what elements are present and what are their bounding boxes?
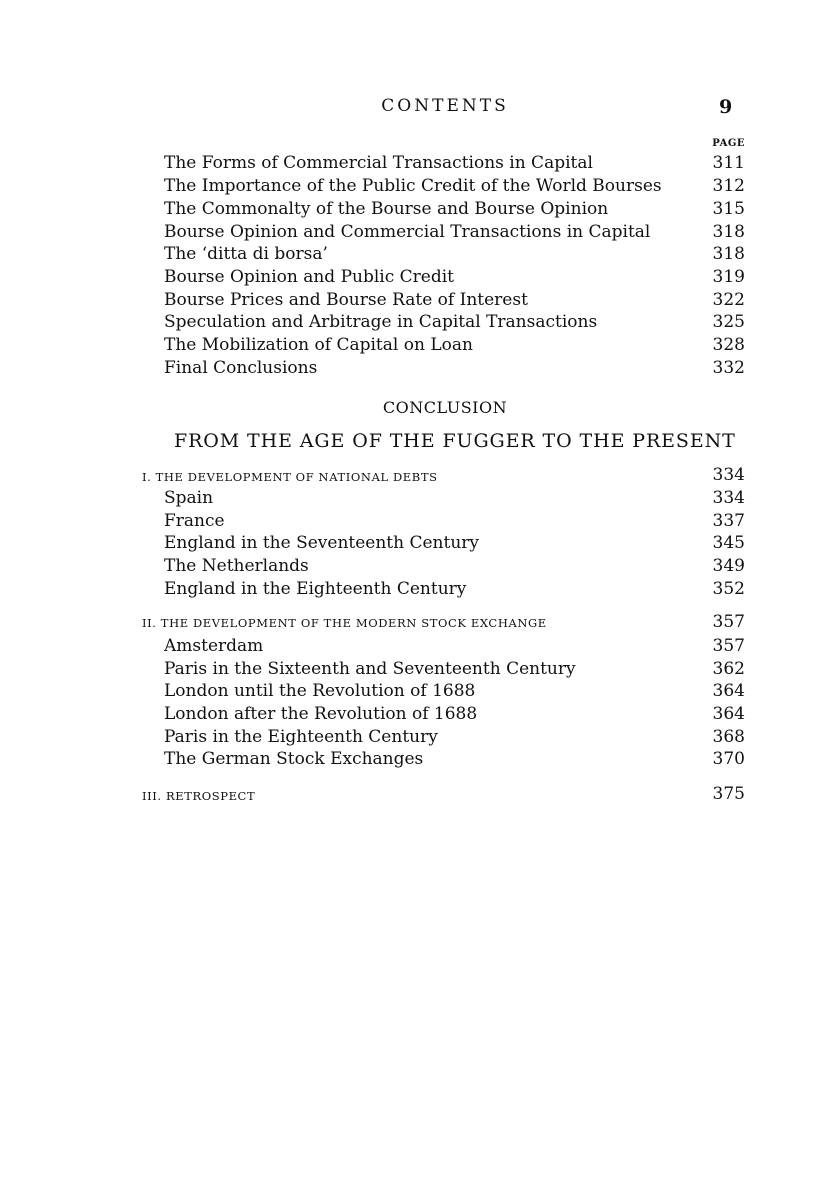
toc-entry xyxy=(0,556,840,579)
toc-entry-title: London after the Revolution of 1688 xyxy=(164,704,478,724)
toc-entry xyxy=(0,335,840,358)
toc-entry xyxy=(0,533,840,556)
running-head xyxy=(0,96,840,122)
toc-entry-page: 318 xyxy=(712,222,745,242)
toc-entry xyxy=(0,199,840,222)
toc-entry-title: Amsterdam xyxy=(164,636,264,656)
toc-entry-page: 332 xyxy=(712,358,745,378)
toc-entry xyxy=(0,681,840,704)
toc-entry-page: 312 xyxy=(712,176,745,196)
section-heading-retrospect: III. RETROSPECT xyxy=(142,789,256,803)
toc-entry-page: 322 xyxy=(712,290,745,310)
toc-entry xyxy=(0,749,840,772)
toc-entry-page: 337 xyxy=(712,511,745,531)
toc-entry xyxy=(0,659,840,682)
toc-entry-page: 334 xyxy=(712,488,745,508)
toc-entry-title: The Mobilization of Capital on Loan xyxy=(164,335,473,355)
toc-entry xyxy=(0,636,840,659)
toc-entry-title: The Forms of Commercial Transactions in Capital xyxy=(164,153,593,173)
toc-entry-page: 357 xyxy=(712,636,745,656)
toc-entry-title: The ‘ditta di borsa’ xyxy=(164,244,328,264)
toc-entry-page: 318 xyxy=(712,244,745,264)
toc-entry-page: 364 xyxy=(712,704,745,724)
toc-entry-title: England in the Seventeenth Century xyxy=(164,533,480,553)
toc-entry-page: 362 xyxy=(712,659,745,679)
toc-entry xyxy=(0,244,840,267)
section-heading-national-debts: I. THE DEVELOPMENT OF NATIONAL DEBTS xyxy=(142,470,438,484)
page-column-label: PAGE xyxy=(712,138,745,149)
toc-entry-page: 352 xyxy=(712,579,745,599)
toc-entry xyxy=(0,176,840,199)
running-title: CONTENTS xyxy=(381,96,509,116)
toc-entry xyxy=(0,153,840,176)
toc-entry-page: 345 xyxy=(712,533,745,553)
toc-entry xyxy=(0,358,840,381)
toc-entry-page: 364 xyxy=(712,681,745,701)
toc-entry xyxy=(0,290,840,313)
toc-entry-title: The Importance of the Public Credit of the World Bourses xyxy=(164,176,662,196)
toc-entry-title: Speculation and Arbitrage in Capital Transactions xyxy=(164,312,598,332)
toc-entry xyxy=(0,267,840,290)
conclusion-subtitle: FROM THE AGE OF THE FUGGER TO THE PRESENT xyxy=(174,430,736,452)
toc-entry-title: Final Conclusions xyxy=(164,358,318,378)
toc-entry-page: 315 xyxy=(712,199,745,219)
section-heading-page: 375 xyxy=(712,784,745,804)
toc-entry-page: 328 xyxy=(712,335,745,355)
toc-entry-title: Spain xyxy=(164,488,214,508)
toc-entry xyxy=(0,312,840,335)
toc-entry xyxy=(0,222,840,245)
section-heading-page: 357 xyxy=(712,612,745,632)
conclusion-title: CONCLUSION xyxy=(382,398,508,417)
toc-entry-page: 368 xyxy=(712,727,745,747)
toc-entry-title: Bourse Prices and Bourse Rate of Interest xyxy=(164,290,528,310)
toc-entry-title: The Commonalty of the Bourse and Bourse Opinion xyxy=(164,199,609,219)
toc-entry-page: 325 xyxy=(712,312,745,332)
page-number: 9 xyxy=(719,96,733,118)
toc-entry-title: England in the Eighteenth Century xyxy=(164,579,467,599)
toc-entry-page: 349 xyxy=(712,556,745,576)
toc-entry-page: 319 xyxy=(712,267,745,287)
section-heading-page: 334 xyxy=(712,465,745,485)
section-heading-stock-exchange: II. THE DEVELOPMENT OF THE MODERN STOCK EXCHANGE xyxy=(142,616,547,630)
toc-entry-title: The Netherlands xyxy=(164,556,309,576)
toc-entry-title: France xyxy=(164,511,225,531)
toc-entry-title: Paris in the Eighteenth Century xyxy=(164,727,438,747)
toc-entry-title: London until the Revolution of 1688 xyxy=(164,681,476,701)
toc-entry-title: Bourse Opinion and Public Credit xyxy=(164,267,455,287)
toc-entry-title: Bourse Opinion and Commercial Transactions in Capital xyxy=(164,222,651,242)
toc-entry xyxy=(0,579,840,602)
toc-entry xyxy=(0,727,840,750)
toc-entry-page: 311 xyxy=(712,153,745,173)
toc-entry xyxy=(0,511,840,534)
toc-entry-page: 370 xyxy=(712,749,745,769)
toc-entry xyxy=(0,488,840,511)
toc-entry-title: The German Stock Exchanges xyxy=(164,749,424,769)
toc-entry xyxy=(0,704,840,727)
toc-entry-title: Paris in the Sixteenth and Seventeenth Century xyxy=(164,659,576,679)
